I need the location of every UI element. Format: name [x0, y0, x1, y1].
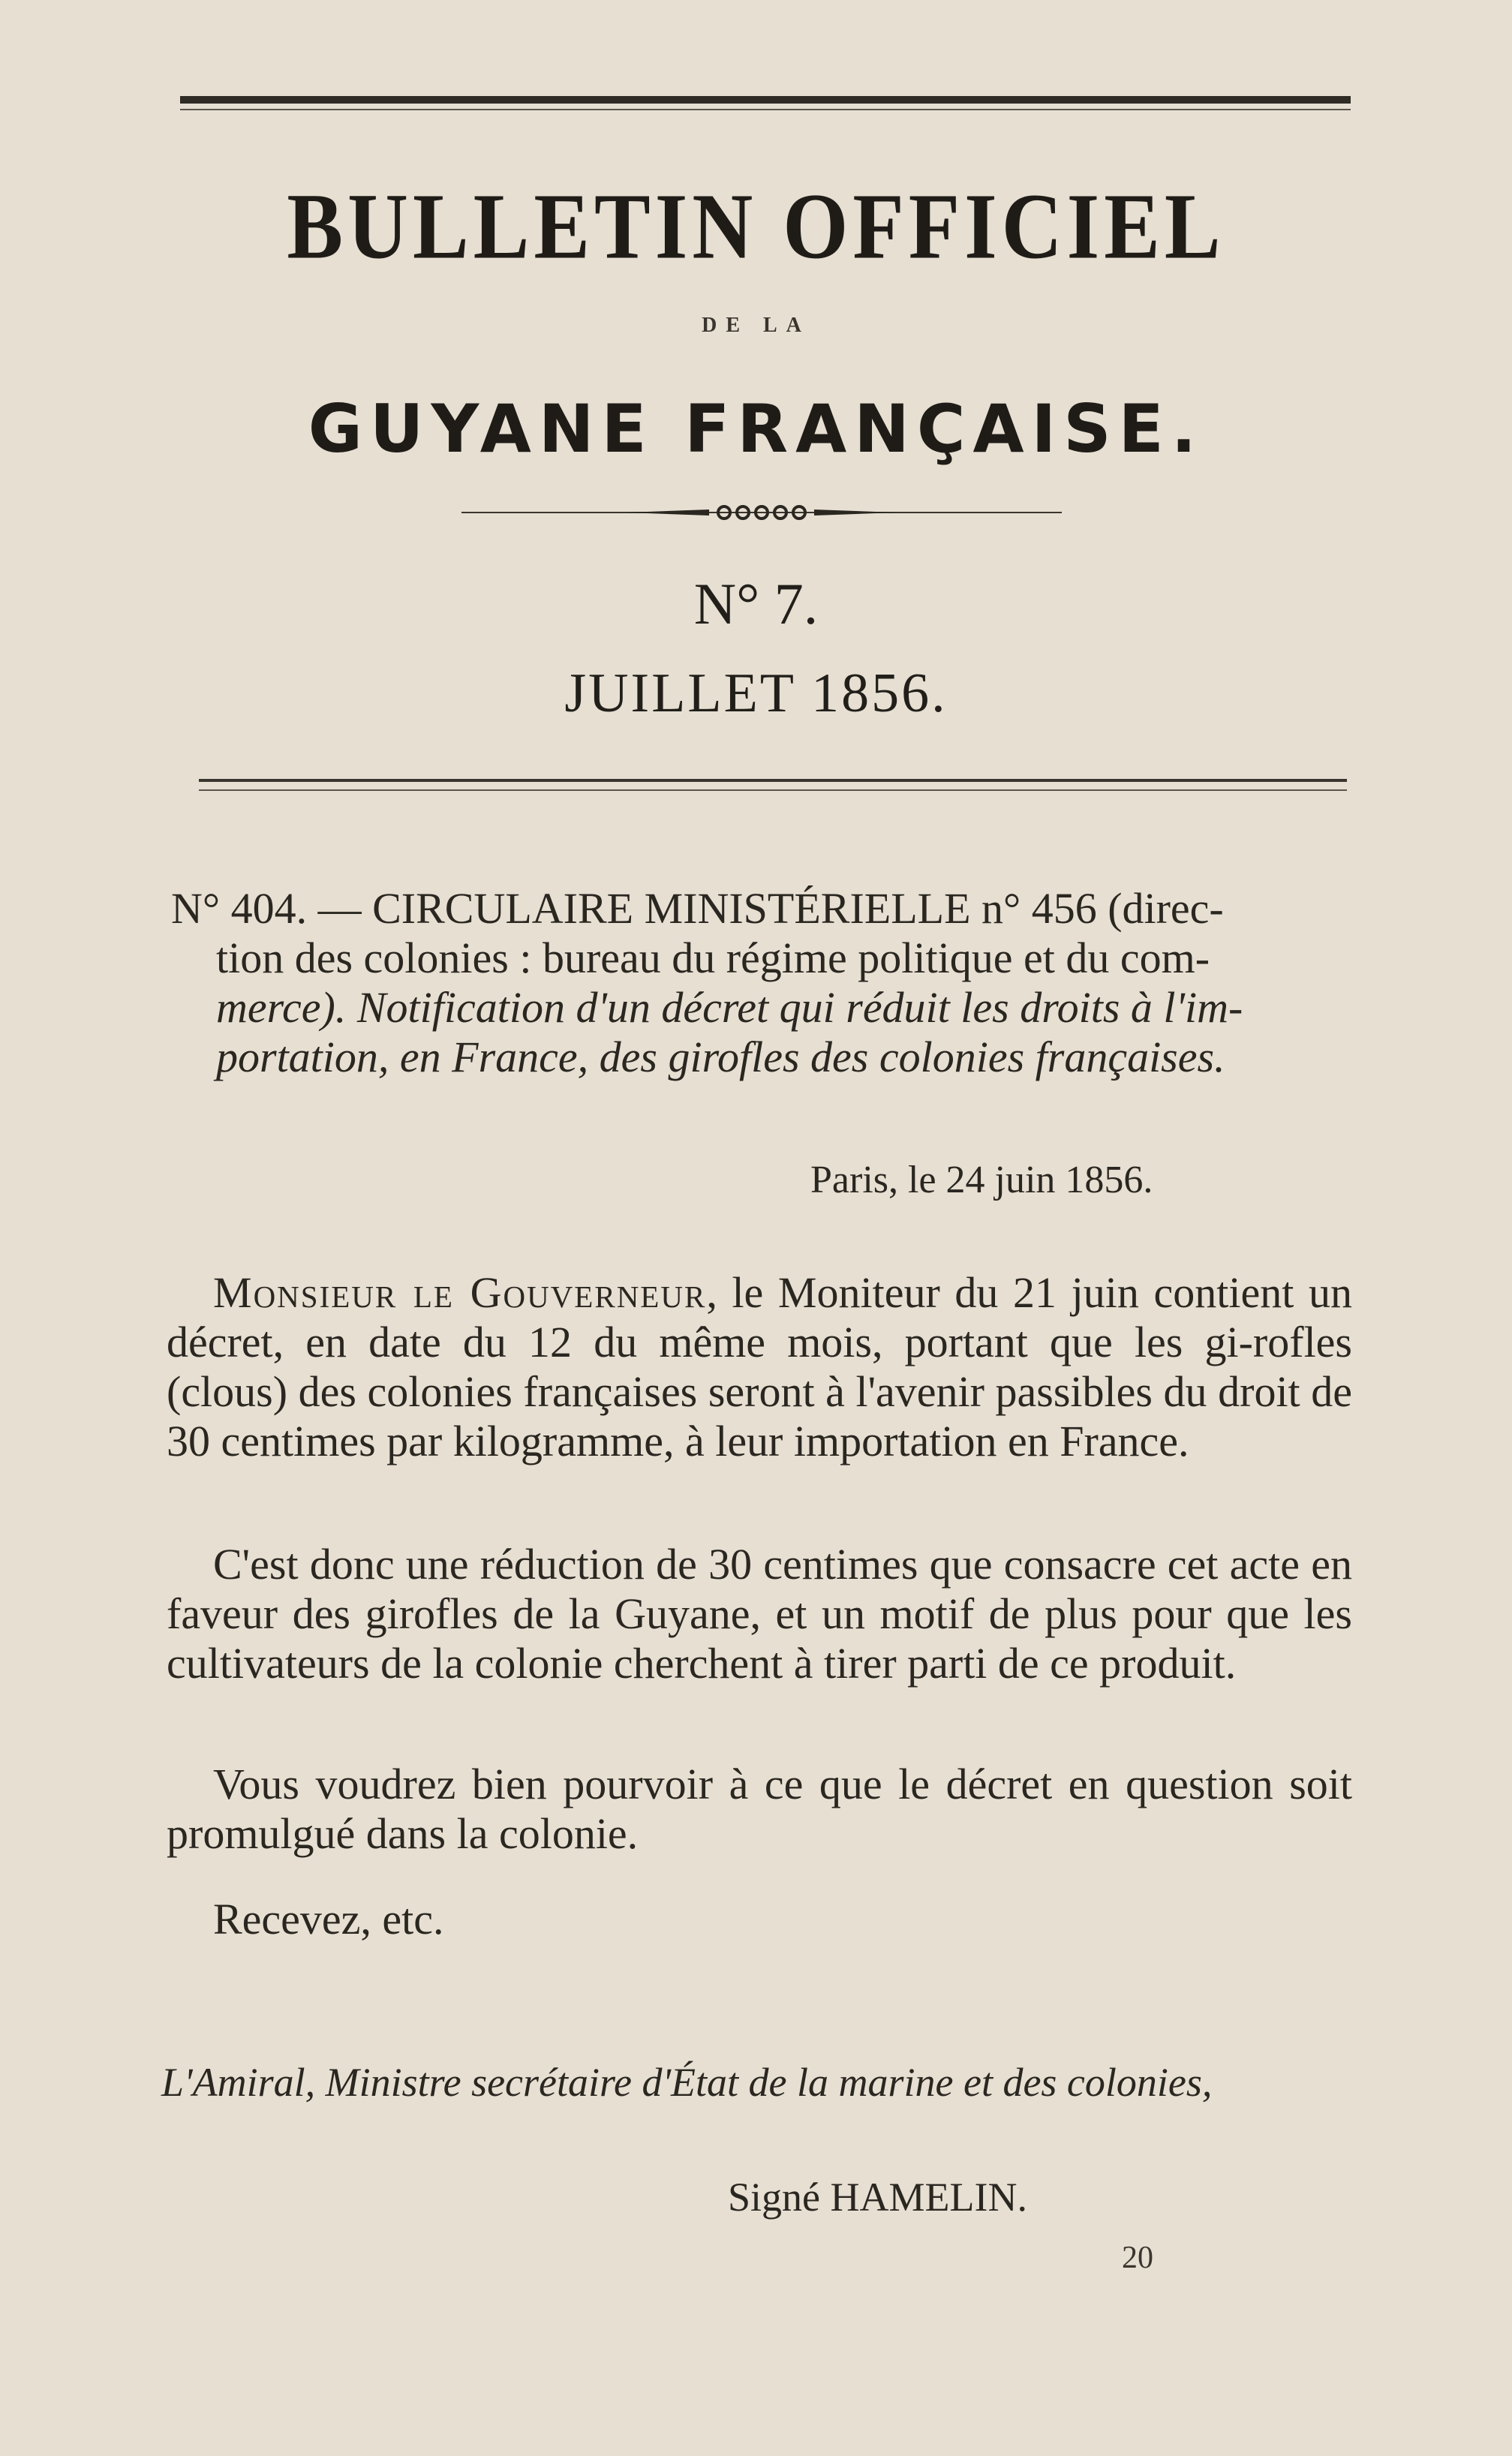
- paragraph-1-text: , le Moniteur du 21 juin contient un décret, en date du 12 du même mois, portant que les gi-rofles (clous) des colonies françaises seront à l'avenir passibles du droit de 30 centimes par kilogramme, à leur importation en France.: [167, 1268, 1352, 1465]
- page-number: 20: [1122, 2241, 1153, 2275]
- paragraph-1: [167, 1268, 1352, 1466]
- issue-date: JUILLET 1856.: [564, 663, 948, 724]
- bulletin-connector: DE LA: [702, 314, 810, 337]
- paragraph-4: Recevez, etc.: [213, 1895, 444, 1943]
- ornament-divider-icon: [461, 501, 1062, 524]
- signature: Signé HAMELIN.: [728, 2175, 1027, 2220]
- heading-line-1: N° 404. — CIRCULAIRE MINISTÉRIELLE n° 456 (direc-: [171, 884, 1224, 933]
- bulletin-title: BULLETIN OFFICIEL: [287, 174, 1225, 279]
- top-rule-thin: [180, 109, 1351, 110]
- heading-line-4: portation, en France, des girofles des colonies françaises.: [216, 1033, 1225, 1081]
- heading-line-2: tion des colonies : bureau du régime politique et du com-: [216, 933, 1210, 982]
- signatory-title: L'Amiral, Ministre secrétaire d'État de la marine et des colonies,: [161, 2060, 1213, 2105]
- paragraph-3: Vous voudrez bien pourvoir à ce que le décret en question soit promulgué dans la colonie.: [167, 1760, 1352, 1858]
- salutation: Monsieur le Gouverneur: [213, 1268, 707, 1317]
- place-date: Paris, le 24 juin 1856.: [810, 1159, 1153, 1201]
- top-rule: [180, 96, 1351, 104]
- issue-number: N° 7.: [693, 571, 819, 636]
- circular-heading: [171, 884, 1353, 1082]
- section-rule: [199, 779, 1347, 782]
- heading-line-3: merce). Notification d'un décret qui réduit les droits à l'im-: [216, 983, 1243, 1032]
- section-rule-thin: [199, 789, 1347, 791]
- territory-title: GUYANE FRANÇAISE.: [308, 390, 1204, 467]
- paragraph-2: C'est donc une réduction de 30 centimes que consacre cet acte en faveur des girofles de la Guyane, et un motif de plus pour que les cultivateurs de la colonie cherchent à tirer parti de ce produit.: [167, 1540, 1352, 1688]
